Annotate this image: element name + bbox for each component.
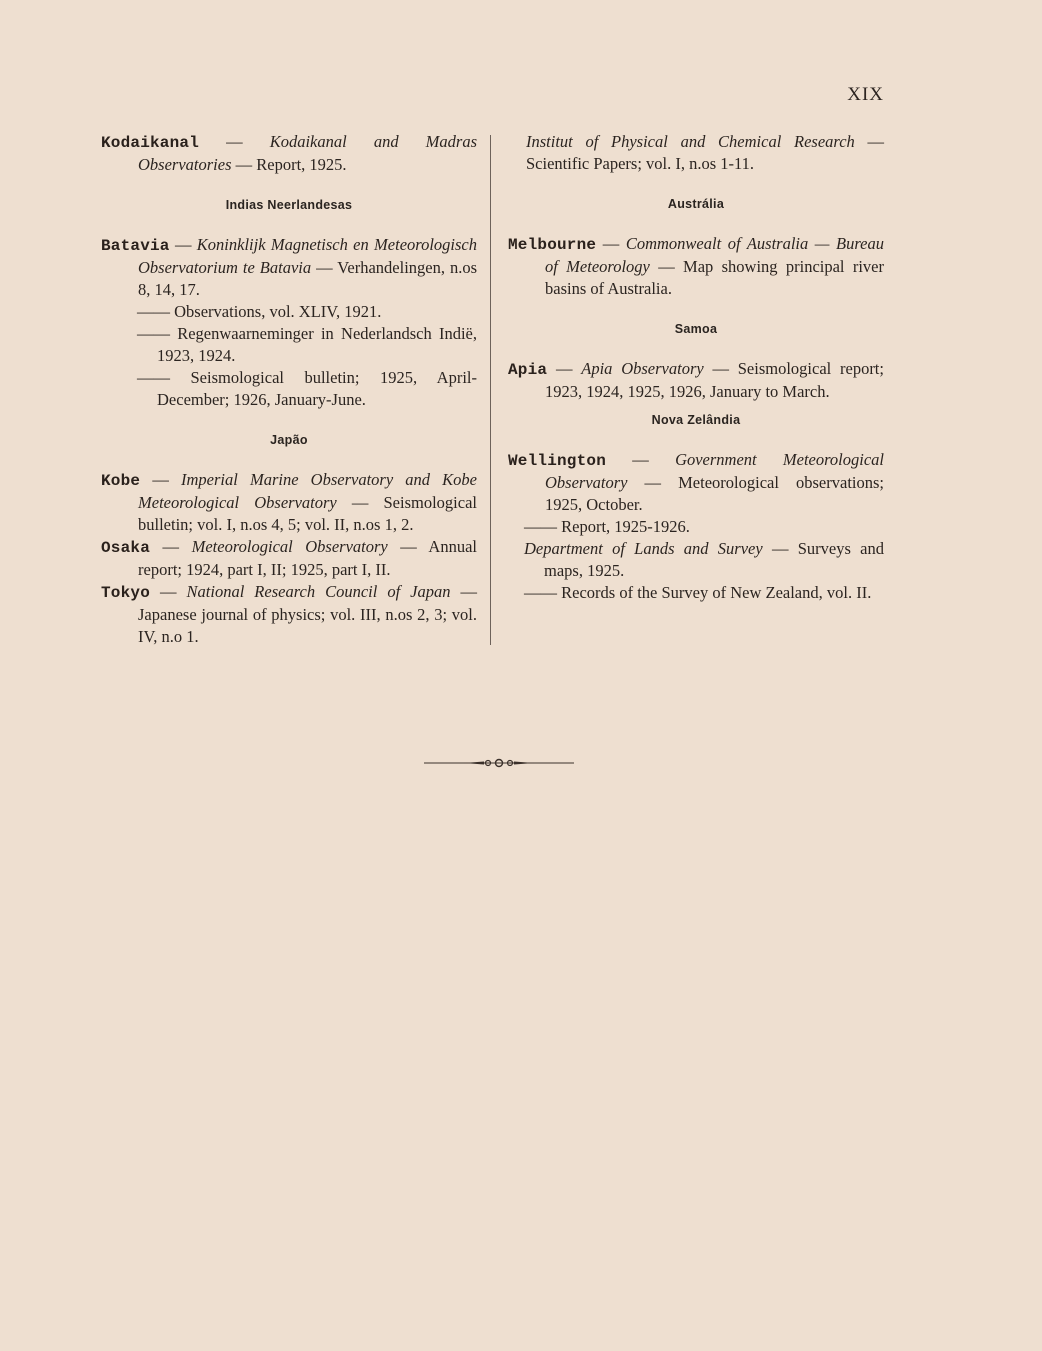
separator: — (150, 582, 187, 601)
institution-name: Imperial Marine Observatory and Kobe Meteorological Observatory (138, 470, 478, 512)
separator: — (150, 537, 192, 556)
separator: — (169, 235, 197, 254)
separator: — (606, 450, 676, 469)
sub-entry: —— Regenwaarneminger in Nederlandsch Indië, 1923, 1924. (137, 324, 477, 365)
entry-kobe (101, 469, 477, 536)
place-name: Osaka (101, 539, 151, 557)
place-name: Batavia (101, 237, 170, 255)
entry-wellington (508, 449, 884, 516)
section-heading-nova-zelandia: Nova Zelândia (651, 413, 741, 427)
institution-name: Koninklijk Magnetisch en Meteorologisch Observatorium te Batavia (138, 235, 477, 277)
institution-name: Institut of Physical and Chemical Research (526, 132, 855, 151)
entry-melbourne (508, 233, 884, 300)
right-column (508, 131, 884, 604)
separator: — (547, 359, 582, 378)
institution-name: Department of Lands and Survey (524, 539, 763, 558)
institution-name: Apia Observatory (581, 359, 704, 378)
entry-batavia (101, 234, 477, 301)
separator: — (140, 470, 181, 489)
publication-details: — Annual report; 1924, part I, II; 1925, part I, II. (138, 537, 477, 579)
publication-details: — Surveys and maps, 1925. (544, 539, 884, 580)
section-heading-samoa: Samoa (674, 322, 718, 336)
publication-details: — Seismological bulletin; vol. I, n.os 4, 5; vol. II, n.os 1, 2. (138, 493, 477, 534)
publication-details: — Map showing principal river basins of Australia. (545, 257, 884, 298)
institution-name: Government Meteorological Observatory (545, 450, 885, 492)
publication-details: — Seismological report; 1923, 1924, 1925, 1926, January to March. (545, 359, 884, 401)
entry-department (508, 538, 884, 582)
place-name: Kodaikanal (101, 134, 200, 152)
sub-entry: —— Observations, vol. XLIV, 1921. (137, 302, 382, 321)
column-divider (490, 135, 491, 645)
place-name: Apia (508, 361, 548, 379)
institution-name: National Research Council of Japan (186, 582, 451, 601)
institution-name: Meteorological Observatory (191, 537, 388, 556)
section-heading-indias-neerlandesas: Indias Neerlandesas (225, 198, 353, 212)
publication-details: — Meteorological observations; 1925, October. (545, 473, 884, 514)
entry-institut (508, 131, 884, 175)
place-name: Tokyo (101, 584, 151, 602)
separator: — (596, 234, 626, 253)
section-heading-japao: Japão (270, 433, 308, 447)
entry-osaka (101, 536, 477, 581)
sub-entry: —— Seismological bulletin; 1925, April-December; 1926, January-June. (137, 368, 477, 409)
entry-kodaikanal (101, 131, 477, 176)
publication-details: — Japanese journal of physics; vol. III, n.os 2, 3; vol. IV, n.o 1. (138, 582, 478, 646)
page-number: XIX (847, 84, 884, 105)
place-name: Wellington (508, 452, 607, 470)
institution-name: Kodaikanal and Madras Observatories (138, 132, 477, 174)
left-column (101, 131, 477, 648)
entry-tokyo (101, 581, 477, 648)
place-name: Kobe (101, 472, 141, 490)
sub-entry: —— Report, 1925-1926. (524, 517, 690, 536)
publication-details: — Scientific Papers; vol. I, n.os 1-11. (526, 132, 885, 173)
ornament-divider (424, 758, 574, 768)
publication-details: — Verhandelingen, n.os 8, 14, 17. (138, 258, 478, 299)
place-name: Melbourne (508, 236, 597, 254)
sub-entry: —— Records of the Survey of New Zealand, vol. II. (524, 583, 872, 602)
section-heading-australia: Austrália (667, 197, 725, 211)
entry-apia (508, 358, 884, 403)
publication-details: — Report, 1925. (231, 155, 347, 174)
separator: — (199, 132, 270, 151)
institution-name: Commonwealt of Australia — Bureau of Meteorology (545, 234, 884, 276)
